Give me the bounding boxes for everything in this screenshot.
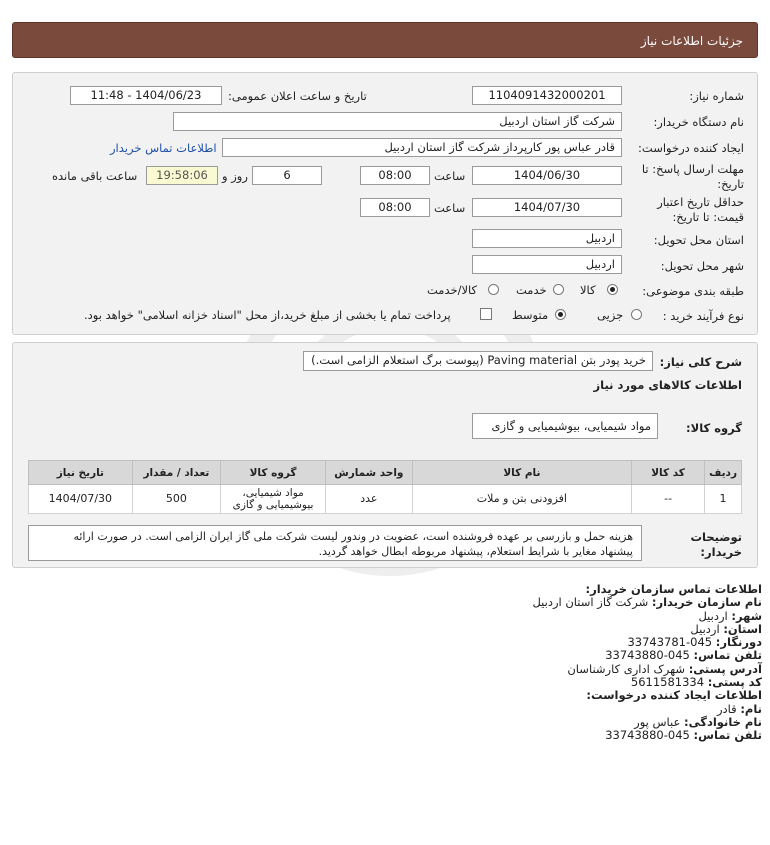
cell-need-date: 1404/07/30 <box>29 485 133 514</box>
category-label: طبقه بندی موضوعی: <box>642 284 744 298</box>
col-row-number: ردیف <box>705 461 742 485</box>
contact-address: شهرک اداری کارشناسان <box>567 661 686 676</box>
validity-time-label: ساعت <box>434 201 466 215</box>
process-option-minor: جزیی <box>597 308 624 322</box>
creator-label: ایجاد کننده درخواست: <box>638 141 744 155</box>
cell-goods-code: -- <box>632 485 705 514</box>
col-goods-name: نام کالا <box>412 461 631 485</box>
buyer-notes-label-line2: خریدار: <box>700 545 742 559</box>
table-row <box>29 485 742 514</box>
creator-last-name-label: نام خانوادگی: <box>684 714 762 729</box>
process-radio-minor[interactable] <box>631 309 642 320</box>
validity-label-line2: قیمت: تا تاریخ: <box>672 210 744 224</box>
contact-org-label: نام سازمان خریدار: <box>651 595 762 610</box>
contact-phone-label: تلفن تماس: <box>693 648 762 663</box>
contact-city-label: شهر: <box>731 608 762 623</box>
creator-phone-label: تلفن تماس: <box>693 728 762 743</box>
contact-fax: 045-33743781 <box>627 635 713 650</box>
creator-first-name-label: نام: <box>740 701 762 716</box>
contact-org: شرکت گاز استان اردبیل <box>532 595 649 610</box>
cell-unit: عدد <box>325 485 412 514</box>
deadline-time-field: 08:00 <box>360 166 430 185</box>
deadline-time-label: ساعت <box>434 169 466 183</box>
col-quantity: تعداد / مقدار <box>132 461 220 485</box>
creator-field: قادر عباس پور کارپرداز شرکت گاز استان اردبیل <box>222 138 622 157</box>
items-heading: اطلاعات کالاهای مورد نیاز <box>593 378 742 392</box>
validity-date-field: 1404/07/30 <box>472 198 622 217</box>
process-option-medium: متوسط <box>512 308 549 322</box>
validity-time-field: 08:00 <box>360 198 430 217</box>
contact-postal-label: کد پستی: <box>707 675 762 690</box>
deadline-label-line2: تاریخ: <box>717 177 744 191</box>
cell-row-number: 1 <box>705 485 742 514</box>
need-summary-label: شرح کلی نیاز: <box>659 355 742 369</box>
items-table-header <box>29 461 742 485</box>
buyer-notes-line-1: هزینه حمل و بازرسی بر عهده فروشنده است، عضویت در وندور لیست شرکت ملی گاز ایران الزامی است. در صورت ارائه <box>73 530 633 543</box>
creator-phone: 045-33743880 <box>605 728 690 743</box>
cell-goods-name: افزودنی بتن و ملات <box>412 485 631 514</box>
goods-group-field: مواد شیمیایی، بیوشیمیایی و گازی <box>472 413 658 439</box>
need-number-field: 1104091432000201 <box>472 86 622 105</box>
creator-first-name: قادر <box>716 701 737 716</box>
buyer-notes-box <box>28 525 642 561</box>
city-label: شهر محل تحویل: <box>660 259 744 273</box>
validity-label-line1: حداقل تاریخ اعتبار <box>657 195 744 209</box>
buyer-notes-label-line1: توضیحات <box>690 530 742 544</box>
contact-city: اردبیل <box>698 608 728 623</box>
days-label: روز و <box>222 169 248 183</box>
treasury-checkbox[interactable] <box>480 308 492 320</box>
category-radio-service[interactable] <box>553 284 564 295</box>
category-radio-goods[interactable] <box>607 284 618 295</box>
contact-address-label: آدرس پستی: <box>688 661 762 676</box>
col-unit: واحد شمارش <box>325 461 412 485</box>
remaining-time-counter: 19:58:06 <box>146 166 218 185</box>
buyer-org-field: شرکت گاز استان اردبیل <box>173 112 622 131</box>
process-radio-medium[interactable] <box>555 309 566 320</box>
contact-fax-label: دورنگار: <box>715 635 762 650</box>
treasury-note: پرداخت تمام یا بخشی از مبلغ خرید،از محل "اسناد خزانه اسلامی" خواهد بود. <box>84 308 451 322</box>
buyer-contact-link[interactable]: اطلاعات تماس خریدار <box>110 141 217 155</box>
need-summary-field: خرید پودر بتن Paving material (پیوست برگ استعلام الزامی است.) <box>303 351 653 371</box>
category-radio-goods-service[interactable] <box>488 284 499 295</box>
contact-postal: 5611581334 <box>630 675 705 690</box>
goods-group-label: گروه کالا: <box>686 421 742 435</box>
items-table <box>28 460 742 514</box>
need-number-label: شماره نیاز: <box>689 89 744 103</box>
creator-info-heading: اطلاعات ایجاد کننده درخواست: <box>586 688 762 703</box>
contact-section <box>242 583 762 743</box>
category-option-service: خدمت <box>516 283 547 297</box>
contact-phone: 045-33743880 <box>605 648 690 663</box>
contact-province-label: استان: <box>723 621 762 636</box>
deadline-date-field: 1404/06/30 <box>472 166 622 185</box>
contact-province: اردبیل <box>690 621 720 636</box>
announce-label: تاریخ و ساعت اعلان عمومی: <box>228 89 367 103</box>
col-need-date: تاریخ نیاز <box>29 461 133 485</box>
page-header <box>12 22 758 58</box>
category-option-goods-service: کالا/خدمت <box>427 283 478 297</box>
process-label: نوع فرآیند خرید : <box>662 309 744 323</box>
category-option-goods: کالا <box>580 283 596 297</box>
cell-quantity: 500 <box>132 485 220 514</box>
buyer-org-label: نام دستگاه خریدار: <box>653 115 744 129</box>
deadline-label-line1: مهلت ارسال پاسخ: تا <box>641 162 744 176</box>
announce-date-field: 1404/06/23 - 11:48 <box>70 86 222 105</box>
province-label: استان محل تحویل: <box>653 233 744 247</box>
cell-goods-group: مواد شیمیایی، بیوشیمیایی و گازی <box>221 485 326 514</box>
remaining-label: ساعت باقی مانده <box>52 169 138 183</box>
col-goods-group: گروه کالا <box>221 461 326 485</box>
province-field: اردبیل <box>472 229 622 248</box>
remaining-days-field: 6 <box>252 166 322 185</box>
col-goods-code: کد کالا <box>632 461 705 485</box>
creator-last-name: عباس پور <box>634 714 681 729</box>
contact-heading: اطلاعات تماس سازمان خریدار: <box>585 582 762 596</box>
city-field: اردبیل <box>472 255 622 274</box>
page-title: جزئیات اطلاعات نیاز <box>640 34 743 48</box>
buyer-notes-line-2: پیشنهاد مغایر با شرایط استعلام، پیشنهاد مربوطه ابطال خواهد گردید. <box>318 545 633 558</box>
